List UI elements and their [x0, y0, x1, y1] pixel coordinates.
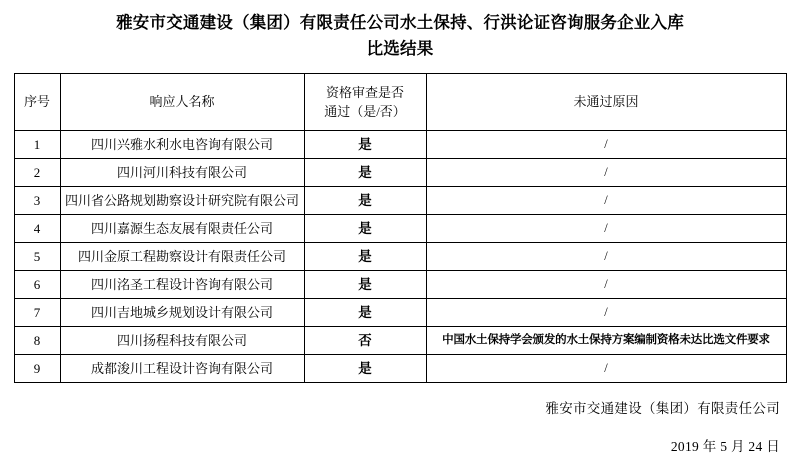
table-row [14, 299, 786, 327]
cell-no: 5 [14, 243, 60, 271]
cell-reason: / [426, 271, 786, 299]
cell-pass: 是 [304, 271, 426, 299]
cell-pass: 是 [304, 131, 426, 159]
cell-reason: / [426, 299, 786, 327]
table-row [14, 187, 786, 215]
cell-reason: / [426, 131, 786, 159]
cell-pass: 是 [304, 355, 426, 383]
cell-reason: 中国水土保持学会颁发的水土保持方案编制资格未达比选文件要求 [426, 327, 786, 355]
column-header-no: 序号 [14, 74, 60, 131]
cell-no: 7 [14, 299, 60, 327]
table-row [14, 159, 786, 187]
cell-name: 四川省公路规划勘察设计研究院有限公司 [60, 187, 304, 215]
cell-no: 1 [14, 131, 60, 159]
cell-pass: 是 [304, 187, 426, 215]
table-row [14, 355, 786, 383]
signature-date: 2019 年 5 月 24 日 [670, 439, 780, 455]
results-table [14, 73, 787, 383]
cell-pass: 是 [304, 159, 426, 187]
cell-no: 6 [14, 271, 60, 299]
cell-name: 四川金原工程勘察设计有限责任公司 [60, 243, 304, 271]
column-header-name: 响应人名称 [60, 74, 304, 131]
column-header-reason: 未通过原因 [426, 74, 786, 131]
column-header-pass [304, 74, 426, 131]
cell-pass: 否 [304, 327, 426, 355]
cell-reason: / [426, 243, 786, 271]
cell-reason: / [426, 355, 786, 383]
cell-no: 8 [14, 327, 60, 355]
cell-name: 四川吉地城乡规划设计有限公司 [60, 299, 304, 327]
column-header-pass-line-1: 资格审查是否 [325, 84, 404, 100]
page-title-line-1: 雅安市交通建设（集团）有限责任公司水土保持、行洪论证咨询服务企业入库 [116, 13, 684, 32]
table-header [14, 74, 786, 131]
cell-name: 四川洺圣工程设计咨询有限公司 [60, 271, 304, 299]
column-header-pass-line-2: 通过（是/否） [324, 104, 406, 120]
cell-no: 3 [14, 187, 60, 215]
table-row [14, 131, 786, 159]
cell-pass: 是 [304, 215, 426, 243]
table-row [14, 271, 786, 299]
cell-name: 成都浚川工程设计咨询有限公司 [60, 355, 304, 383]
cell-no: 2 [14, 159, 60, 187]
table-body [14, 131, 786, 383]
cell-reason: / [426, 215, 786, 243]
cell-name: 四川嘉源生态友展有限责任公司 [60, 215, 304, 243]
page-title-line-2: 比选结果 [366, 38, 434, 58]
signature-line: 雅安市交通建设（集团）有限责任公司 [545, 401, 780, 417]
page-title [0, 0, 800, 61]
cell-name: 四川兴雅水利水电咨询有限公司 [60, 131, 304, 159]
cell-reason: / [426, 187, 786, 215]
cell-name: 四川扬程科技有限公司 [60, 327, 304, 355]
table-row [14, 327, 786, 355]
cell-reason: / [426, 159, 786, 187]
table-row [14, 215, 786, 243]
table-header-row [14, 74, 786, 131]
cell-pass: 是 [304, 243, 426, 271]
cell-no: 9 [14, 355, 60, 383]
cell-name: 四川河川科技有限公司 [60, 159, 304, 187]
cell-no: 4 [14, 215, 60, 243]
cell-pass: 是 [304, 299, 426, 327]
table-row [14, 243, 786, 271]
